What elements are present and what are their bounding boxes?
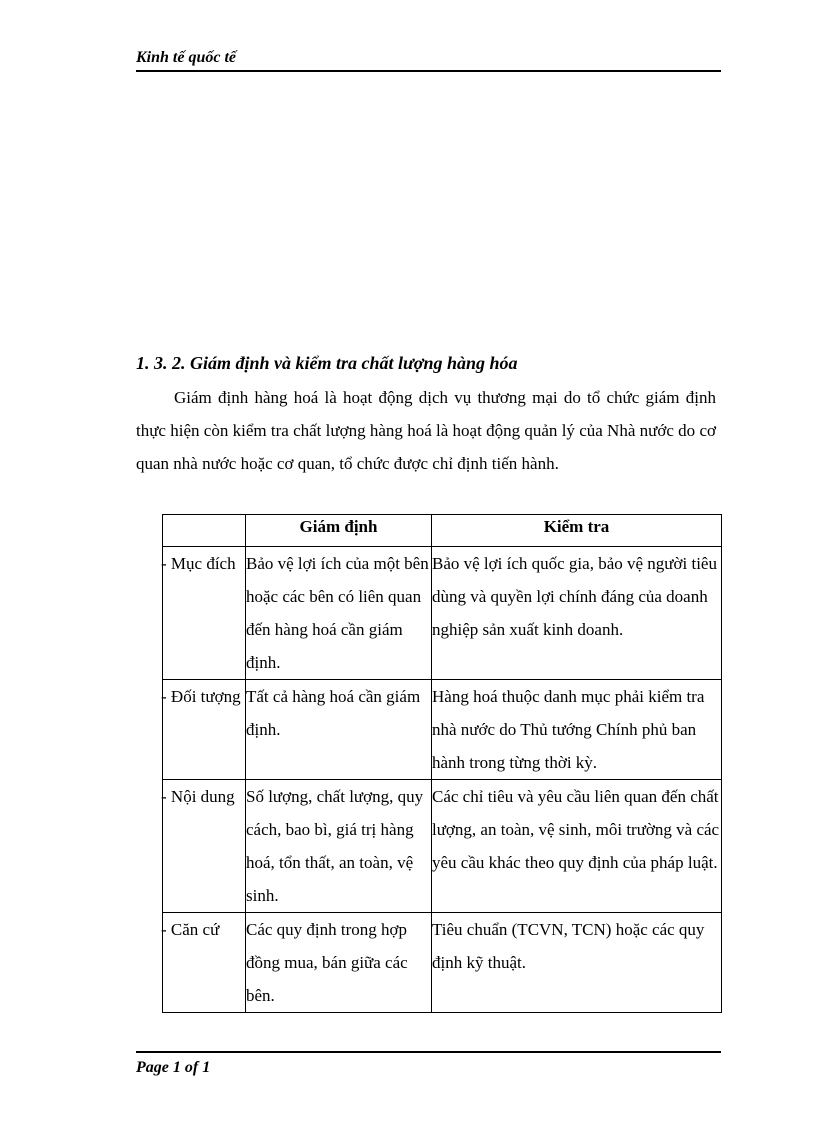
cell-kiem-tra: Hàng hoá thuộc danh mục phải kiểm tra nhà nước do Thủ tướng Chính phủ ban hành trong từng thời kỳ. <box>432 680 722 780</box>
table-row <box>163 547 722 680</box>
cell-kiem-tra: Các chỉ tiêu và yêu cầu liên quan đến chất lượng, an toàn, vệ sinh, môi trường và các yêu cầu khác theo quy định của pháp luật. <box>432 780 722 913</box>
cell-giam-dinh: Các quy định trong hợp đồng mua, bán giữa các bên. <box>246 913 432 1013</box>
row-label: - Nội dung <box>163 780 246 913</box>
table-header-kiem-tra: Kiểm tra <box>432 515 722 547</box>
page-footer: Page 1 of 1 <box>136 1051 721 1081</box>
row-label: - Căn cứ <box>163 913 246 1013</box>
cell-giam-dinh: Số lượng, chất lượng, quy cách, bao bì, giá trị hàng hoá, tổn thất, an toàn, vệ sinh. <box>246 780 432 913</box>
comparison-table <box>162 514 722 1013</box>
row-label: - Đối tượng <box>163 680 246 780</box>
table-row <box>163 780 722 913</box>
table-header-row <box>163 515 722 547</box>
cell-kiem-tra: Bảo vệ lợi ích quốc gia, bảo vệ người tiêu dùng và quyền lợi chính đáng của doanh nghiệp sản xuất kinh doanh. <box>432 547 722 680</box>
table-row <box>163 680 722 780</box>
table-header-giam-dinh: Giám định <box>246 515 432 547</box>
page-header: Kinh tế quốc tế <box>136 46 721 72</box>
table-header-empty <box>163 515 246 547</box>
cell-kiem-tra: Tiêu chuẩn (TCVN, TCN) hoặc các quy định kỹ thuật. <box>432 913 722 1013</box>
table-row <box>163 913 722 1013</box>
row-label: - Mục đích <box>163 547 246 680</box>
section-title: 1. 3. 2. Giám định và kiểm tra chất lượng hàng hóa <box>136 353 518 373</box>
intro-paragraph: Giám định hàng hoá là hoạt động dịch vụ thương mại do tổ chức giám định thực hiện còn kiểm tra chất lượng hàng hoá là hoạt động quản lý của Nhà nước do cơ quan nhà nước hoặc cơ quan, tổ chức được chỉ định tiến hành. <box>136 388 716 473</box>
cell-giam-dinh: Tất cả hàng hoá cần giám định. <box>246 680 432 780</box>
cell-giam-dinh: Bảo vệ lợi ích của một bên hoặc các bên có liên quan đến hàng hoá cần giám định. <box>246 547 432 680</box>
